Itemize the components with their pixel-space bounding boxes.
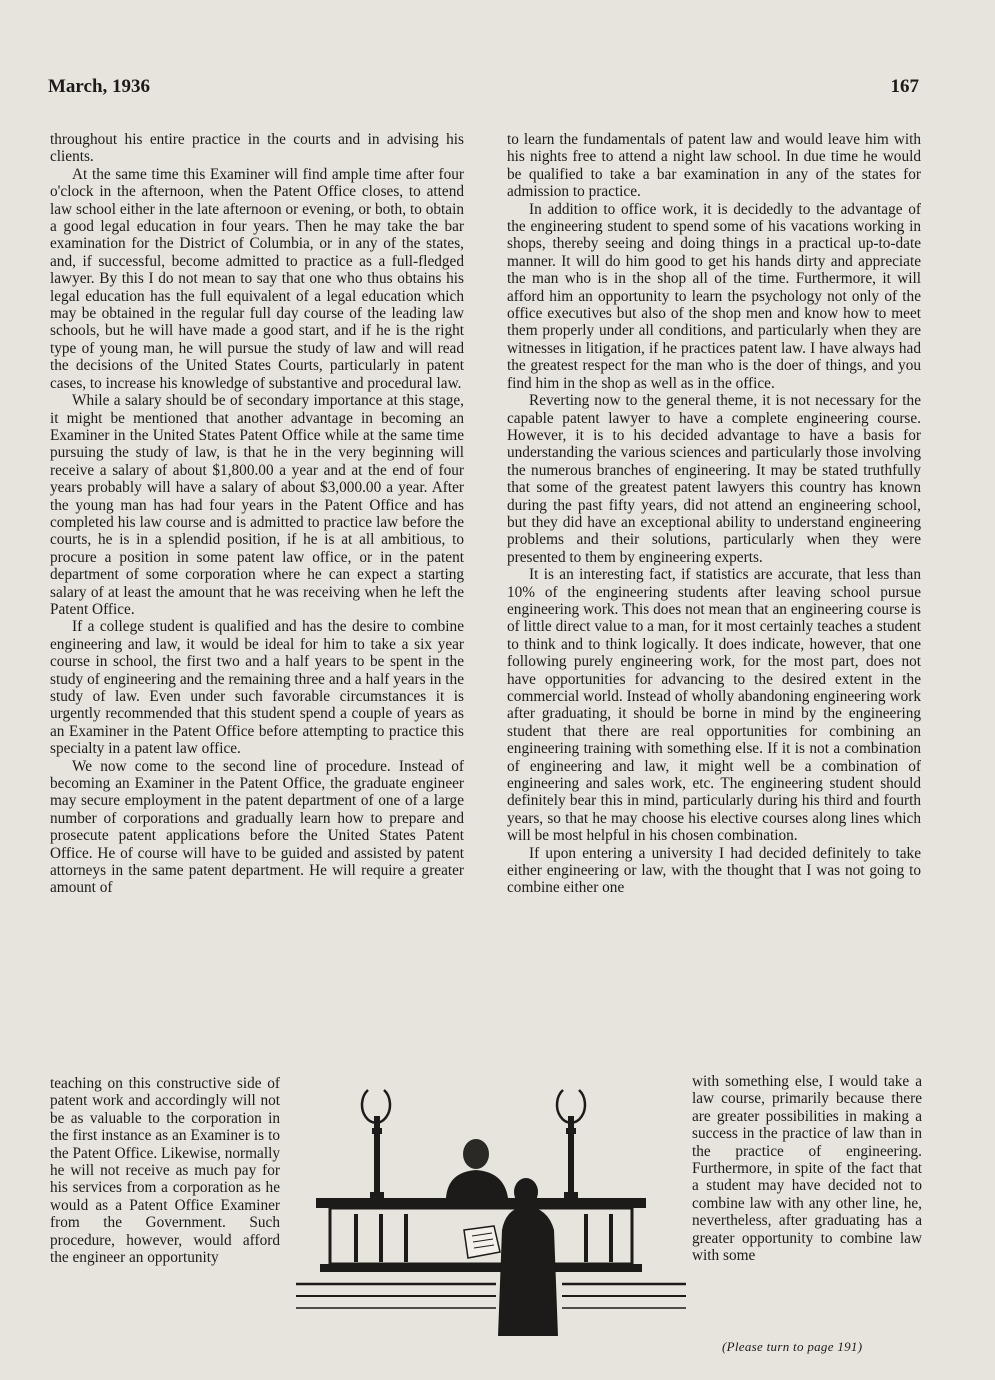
paragraph: At the same time this Examiner will find ample time after four o'clock in the afternoon, when the Patent Office closes, to attend law school either in the late afternoon or evening, or both, to obtain a good legal education in four years. Then he may take the bar examination for the District of Columbia, or in any of the states, and, if successful, become admitted to practice as a full-fledged lawyer. By this I do not mean to say that one who thus obtains his legal education has the full equivalent of a legal education which may be obtained in the regular full day course of the leading law schools, but he will have made a good start, and if he is the right type of young man, he will pursue the study of law and will read the decisions of the United States Courts, particularly in patent cases, to increase his knowledge of substantive and procedural law. <box>50 165 464 392</box>
paragraph: Reverting now to the general theme, it is not necessary for the capable patent lawyer to have a complete engineering course. However, it is to his decided advantage to have a basis for understanding the various sciences and particularly those involving the numerous branches of engineering. It may be stated truthfully that some of the greatest patent lawyers this country has known during the past fifty years, did not attend an engineering school, but they did have an exceptional ability to understand engineering problems and their solutions, particularly when they were presented to them by engineering experts. <box>507 392 921 566</box>
page-number: 167 <box>890 76 919 97</box>
paragraph: While a salary should be of secondary importance at this stage, it might be mentioned that another advantage in becoming an Examiner in the United States Patent Office while at the same time pursuing the study of law, is that he in the very beginning will receive a salary of about $1,800.00 a year and at the end of four years probably will have a salary of about $3,000.00 a year. After the young man has had four years in the Patent Office and has completed his law course and is admitted to practice law before the courts, he is in a splendid position, if he is at all ambitious, to procure a position in some patent law office, or in the patent department of some corporation where he can expect a starting salary of at least the amount that he was receiving when he left the Patent Office. <box>50 392 464 618</box>
floor-lines <box>296 1284 686 1308</box>
paragraph: It is an interesting fact, if statistics are accurate, that less than 10% of the engineering students after leaving school pursue engineering work. This does not mean that an engineering course is of little direct value to a man, for it most certainly teaches a student to think and to think logically. It does indicate, however, that one following purely engineering work, for the most part, does not have opportunities for advancing to the desired extent in the commercial world. Instead of wholly abandoning engineering work after graduating, it should be borne in mind by the engineering student that there are real opportunities for combining an engineering training with something else. If it is not a combination of engineering and law, it might well be a combination of engineering and sales work, etc. The engineering student should definitely bear this in mind, particularly during his third and fourth years, so that he may choose his elective courses along lines which will be most helpful in his chosen combination. <box>507 566 921 845</box>
paragraph: to learn the fundamentals of patent law and would leave him with his nights free to attend a night law school. In due time he would be qualified to take a bar examination in any of the states for admission to practice. <box>507 131 921 201</box>
continuation-note: (Please turn to page 191) <box>722 1339 863 1354</box>
paragraph: If a college student is qualified and has the desire to combine engineering and law, it would be ideal for him to take a six year course in school, the first two and a half years to be spent in the study of engineering and the remaining three and a half years in the study of law. Even under such favorable circumstances it is urgently recommended that this student spend a couple of years as an Examiner in the Patent Office before attempting to practice this specialty in a patent law office. <box>50 618 464 758</box>
paragraph: with something else, I would take a law course, primarily because there are greater possibilities in making a success in the practice of law than in the practice of engineering. Furthermore, in spite of the fact that a student may have decided not to combine law with any other line, he, nevertheless, after graduating has a greater opportunity to combine law with some <box>692 1073 922 1265</box>
paragraph: If upon entering a university I had decided definitely to take either engineering or law, with the thought that I was not going to combine either one <box>507 844 921 897</box>
right-wrap-text <box>692 1073 922 1264</box>
paragraph: In addition to office work, it is decidedly to the advantage of the engineering student to spend some of his vacations working in shops, thereby seeing and doing things in a practical up-to-date manner. It will do him good to get his hands dirty and appreciate the man who is in the shop all of the time. Furthermore, it will afford him an opportunity to learn the psychology not only of the office executives but also of the shop men and know how to meet them properly under all conditions, and particularly when they are witnesses in litigation, if he practices patent law. I have always had the greatest respect for the man who is the doer of things, and you find him in the shop as well as in the office. <box>507 200 921 392</box>
courtroom-illustration <box>296 1080 686 1336</box>
lamp-icon <box>362 1090 390 1198</box>
right-column <box>507 131 921 897</box>
issue-date: March, 1936 <box>48 76 151 97</box>
left-column <box>50 131 464 897</box>
paragraph: throughout his entire practice in the courts and in advising his clients. <box>50 131 464 166</box>
paragraph: We now come to the second line of procedure. Instead of becoming an Examiner in the Patent Office, the graduate engineer may secure employment in the patent department of one of a large number of corporations and gradually learn how to prepare and prosecute patent applications before the United States Patent Office. He of course will have to be guided and assisted by patent attorneys in the same patent department. He will require a greater amount of <box>50 757 464 897</box>
paragraph: teaching on this constructive side of patent work and accordingly will not be as valuable to the corporation in the first instance as an Examiner is to the Patent Office. Likewise, normally he will not receive as much pay for his services from a corporation as he would as a Patent Office Examiner from the Government. Such procedure, however, would afford the engineer an opportunity <box>50 1075 280 1267</box>
lamp-icon <box>557 1090 585 1198</box>
left-wrap-text <box>50 1075 280 1266</box>
judge-figure-icon <box>446 1139 508 1198</box>
